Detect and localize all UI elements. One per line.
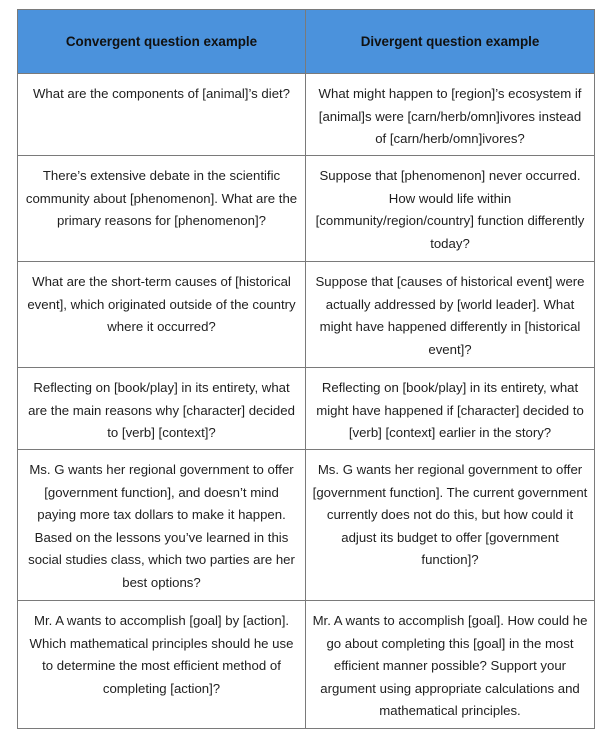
question-table-container xyxy=(17,9,595,729)
convergent-text: There’s extensive debate in the scientific community about [phenomenon]. What are the primary reasons for [phenomenon]? xyxy=(25,168,298,229)
convergent-cell xyxy=(18,74,306,156)
convergent-text: What are the components of [animal]’s diet? xyxy=(32,86,291,101)
convergent-text: Ms. G wants her regional government to offer [government function], and doesn’t mind paying more tax dollars to make it happen. Based on the lessons you’ve learned in this social studies class, which two parties are her best options? xyxy=(28,462,295,590)
divergent-text: Reflecting on [book/play] in its entirety, what might have happened if [character] decided to [verb] [context] earlier in the story? xyxy=(316,380,584,441)
table-row xyxy=(18,74,595,156)
table-row xyxy=(18,368,595,450)
divergent-text: Suppose that [phenomenon] never occurred. How would life within [community/region/country] function differently today? xyxy=(315,168,585,251)
divergent-cell xyxy=(306,262,595,368)
convergent-cell xyxy=(18,262,306,368)
convergent-text: Reflecting on [book/play] in its entirety, what are the main reasons why [character] decided to [verb] [context]? xyxy=(28,380,295,441)
divergent-text: Mr. A wants to accomplish [goal]. How could he go about completing this [goal] in the most efficient manner possible? Support your argument using appropriate calculations and mathematical principles. xyxy=(312,613,588,719)
divergent-cell xyxy=(306,368,595,450)
divergent-cell xyxy=(306,74,595,156)
divergent-cell xyxy=(306,601,595,729)
convergent-cell xyxy=(18,368,306,450)
table-header-row xyxy=(18,10,595,74)
divergent-text: Ms. G wants her regional government to offer [government function]. The current government currently does not do this, but how could it adjust its budget to offer [government function]? xyxy=(312,462,588,568)
header-convergent: Convergent question example xyxy=(18,10,306,74)
question-examples-table xyxy=(17,9,595,729)
convergent-cell xyxy=(18,450,306,601)
divergent-cell xyxy=(306,156,595,262)
table-row xyxy=(18,262,595,368)
divergent-cell xyxy=(306,450,595,601)
header-divergent: Divergent question example xyxy=(306,10,595,74)
table-row xyxy=(18,601,595,729)
convergent-text: Mr. A wants to accomplish [goal] by [action]. Which mathematical principles should he use to determine the most efficient method of completing [action]? xyxy=(29,613,294,696)
table-row xyxy=(18,450,595,601)
divergent-text: Suppose that [causes of historical event] were actually addressed by [world leader]. What might have happened differently in [historical event]? xyxy=(315,274,585,357)
convergent-cell xyxy=(18,601,306,729)
table-row xyxy=(18,156,595,262)
divergent-text: What might happen to [region]’s ecosystem if [animal]s were [carn/herb/omn]ivores instead of [carn/herb/omn]ivores? xyxy=(318,86,582,147)
convergent-text: What are the short-term causes of [historical event], which originated outside of the country where it occurred? xyxy=(27,274,296,335)
convergent-cell xyxy=(18,156,306,262)
